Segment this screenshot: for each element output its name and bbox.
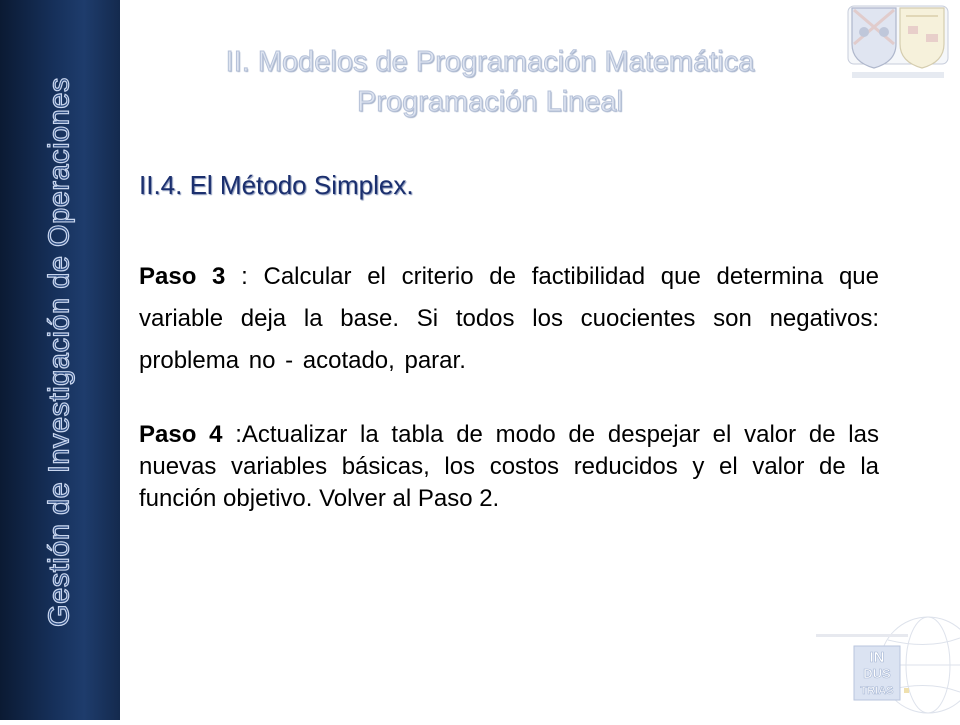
sidebar-band xyxy=(0,0,120,720)
sidebar-title: Gestión de Investigación de Operaciones xyxy=(43,77,76,627)
industrias-department-icon xyxy=(808,610,960,720)
paso-3-paragraph xyxy=(139,256,879,382)
paso-3-text: : Calcular el criterio de factibilidad que determina que variable deja la base. Si todos los cuocientes son negativos: problema no - acotado, parar. xyxy=(139,263,879,374)
paso-4-text: :Actualizar la tabla de modo de despejar el valor de las nuevas variables básicas, los costos reducidos y el valor de la función objetivo. Volver al Paso 2. xyxy=(139,421,879,512)
paso-3-label: Paso 3 xyxy=(139,263,226,290)
university-crest-icon xyxy=(842,4,954,84)
title-line-2: Programación Lineal xyxy=(357,86,623,118)
paso-4-label: Paso 4 xyxy=(139,421,223,448)
page-title xyxy=(150,42,830,122)
logo-letters-1: IN xyxy=(869,649,885,666)
title-line-1: II. Modelos de Programación Matemática xyxy=(225,46,755,78)
logo-letters-3: TRIAS xyxy=(860,685,894,697)
section-title: II.4. El Método Simplex. xyxy=(139,170,414,200)
paso-4-paragraph xyxy=(139,419,879,515)
logo-letters-2: DUS xyxy=(863,666,891,681)
